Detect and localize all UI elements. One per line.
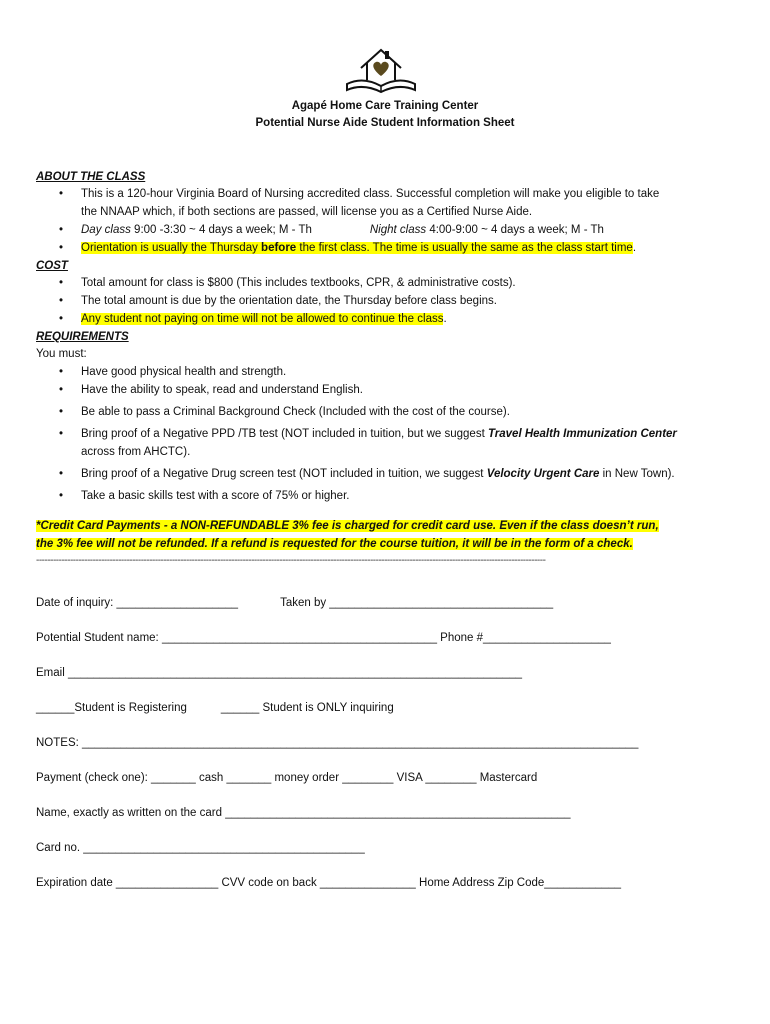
about-list bbox=[36, 187, 736, 259]
requirements-list bbox=[36, 365, 736, 507]
notes-field[interactable]: NOTES: _______________________________________________________________________________________ bbox=[36, 737, 639, 749]
cost-list bbox=[36, 276, 736, 330]
list-item: • Have good physical health and strength. bbox=[36, 365, 736, 383]
about-heading: ABOUT THE CLASS bbox=[36, 171, 146, 183]
inquiry-form bbox=[36, 596, 736, 911]
form-row-status bbox=[36, 701, 736, 736]
list-item: • Orientation is usually the Thursday before the first class. The time is usually the same as the class start time. bbox=[36, 241, 736, 259]
requirements-intro: You must: bbox=[36, 348, 87, 360]
list-item: • This is a 120-hour Virginia Board of Nursing accredited class. Successful completion will make you eligible to take the NNAAP which, if both sections are passed, will license you as a Certified Nurse Aide. bbox=[36, 187, 736, 223]
list-item: • Day class 9:00 -3:30 ~ 4 days a week; M - Th Night class 4:00-9:00 ~ 4 days a week; M - Th bbox=[36, 223, 736, 241]
requirements-heading: REQUIREMENTS bbox=[36, 331, 129, 343]
expiration-cvv-zip-field[interactable]: Expiration date ________________ CVV code on back _______________ Home Address Zip Code____________ bbox=[36, 877, 622, 889]
student-name-phone-field[interactable]: Potential Student name: ___________________________________________ Phone #____________________ bbox=[36, 632, 611, 644]
email-field[interactable]: Email _______________________________________________________________________ bbox=[36, 667, 523, 679]
list-item: • Total amount for class is $800 (This includes textbooks, CPR, & administrative costs). bbox=[36, 276, 736, 294]
credit-card-notice: *Credit Card Payments - a NON-REFUNDABLE 3% fee is charged for credit card use. Even if the class doesn’t run, the 3% fee will not be refunded. If a refund is requested for the course tuition, it will be in the form of a check. bbox=[36, 520, 659, 550]
info-content bbox=[36, 170, 736, 569]
date-of-inquiry-field[interactable]: Date of inquiry: ___________________ bbox=[36, 597, 239, 609]
inquiring-option[interactable]: ______ Student is ONLY inquiring bbox=[220, 702, 394, 714]
list-item: • Take a basic skills test with a score of 75% or higher. bbox=[36, 489, 736, 507]
registering-option[interactable]: ______Student is Registering bbox=[36, 702, 187, 714]
sheet-title: Potential Nurse Aide Student Information Sheet bbox=[255, 117, 515, 129]
list-item: • Have the ability to speak, read and understand English. bbox=[36, 383, 736, 405]
list-item: • The total amount is due by the orientation date, the Thursday before class begins. bbox=[36, 294, 736, 312]
taken-by-field[interactable]: Taken by ___________________________________ bbox=[280, 597, 554, 609]
payment-options[interactable]: Payment (check one): _______ cash _______ money order ________ VISA ________ Mastercard bbox=[36, 772, 538, 784]
title-block bbox=[0, 99, 770, 133]
list-item: • Bring proof of a Negative PPD /TB test (NOT included in tuition, but we suggest Travel Health Immunization Center across from AHCTC). bbox=[36, 427, 736, 467]
divider: ------------------------------------------------------------------------------------------------------------------------------------------------------------------------------------ bbox=[36, 555, 546, 566]
list-item: • Be able to pass a Criminal Background Check (Included with the cost of the course). bbox=[36, 405, 736, 427]
list-item: • Bring proof of a Negative Drug screen test (NOT included in tuition, we suggest Velocity Urgent Care in New Town). bbox=[36, 467, 736, 489]
form-row-date bbox=[36, 596, 736, 631]
list-item: • Any student not paying on time will not be allowed to continue the class. bbox=[36, 312, 736, 330]
card-name-field[interactable]: Name, exactly as written on the card ______________________________________________________ bbox=[36, 807, 571, 819]
cost-heading: COST bbox=[36, 260, 68, 272]
card-number-field[interactable]: Card no. ____________________________________________ bbox=[36, 842, 365, 854]
organization-name: Agapé Home Care Training Center bbox=[291, 100, 479, 112]
house-book-heart-logo bbox=[343, 46, 419, 96]
